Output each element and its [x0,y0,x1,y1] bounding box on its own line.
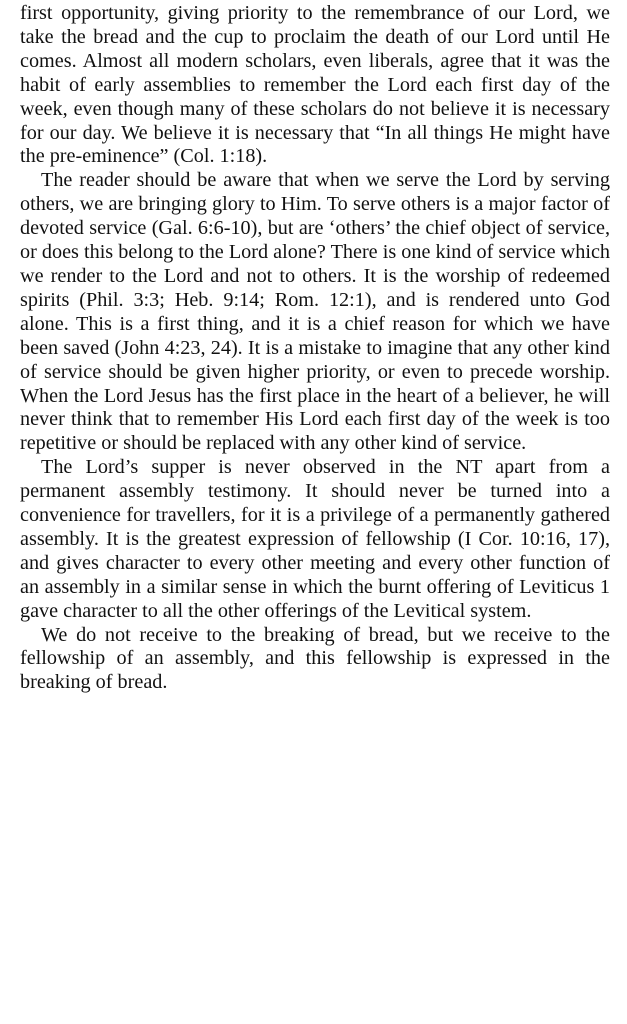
paragraph-4: We do not receive to the breaking of bread, but we receive to the fellowship of an assembly, and this fellowship is expressed in the breaking of bread. [20,623,610,694]
paragraph-1: first opportunity, giving priority to the remembrance of our Lord, we take the bread and the cup to proclaim the death of our Lord until He comes. Almost all modern scholars, even liberals, agree that it was the habit of early assemblies to remember the Lord each first day of the week, even though many of these scholars do not believe it is necessary for our day. We believe it is necessary that “In all things He might have the pre-eminence” (Col. 1:18). [20,2,610,168]
paragraph-3: The Lord’s supper is never observed in the NT apart from a permanent assembly testimony. It should never be turned into a convenience for travellers, for it is a privilege of a permanently gathered assembly. It is the greatest expression of fellowship (I Cor. 10:16, 17), and gives character to every other meeting and every other function of an assembly in a similar sense in which the burnt offering of Leviticus 1 gave character to all the other offerings of the Levitical system. [20,456,610,622]
document-page [20,2,610,695]
paragraph-2: The reader should be aware that when we serve the Lord by serving others, we are bringing glory to Him. To serve others is a major factor of devoted service (Gal. 6:6-10), but are ‘others’ the chief object of service, or does this belong to the Lord alone? There is one kind of service which we render to the Lord and not to others. It is the worship of redeemed spirits (Phil. 3:3; Heb. 9:14; Rom. 12:1), and is rendered unto God alone. This is a first thing, and it is a chief reason for which we have been saved (John 4:23, 24). It is a mistake to imagine that any other kind of service should be given higher priority, or even to precede worship. When the Lord Jesus has the first place in the heart of a believer, he will never think that to remember His Lord each first day of the week is too repetitive or should be replaced with any other kind of service. [20,169,610,455]
